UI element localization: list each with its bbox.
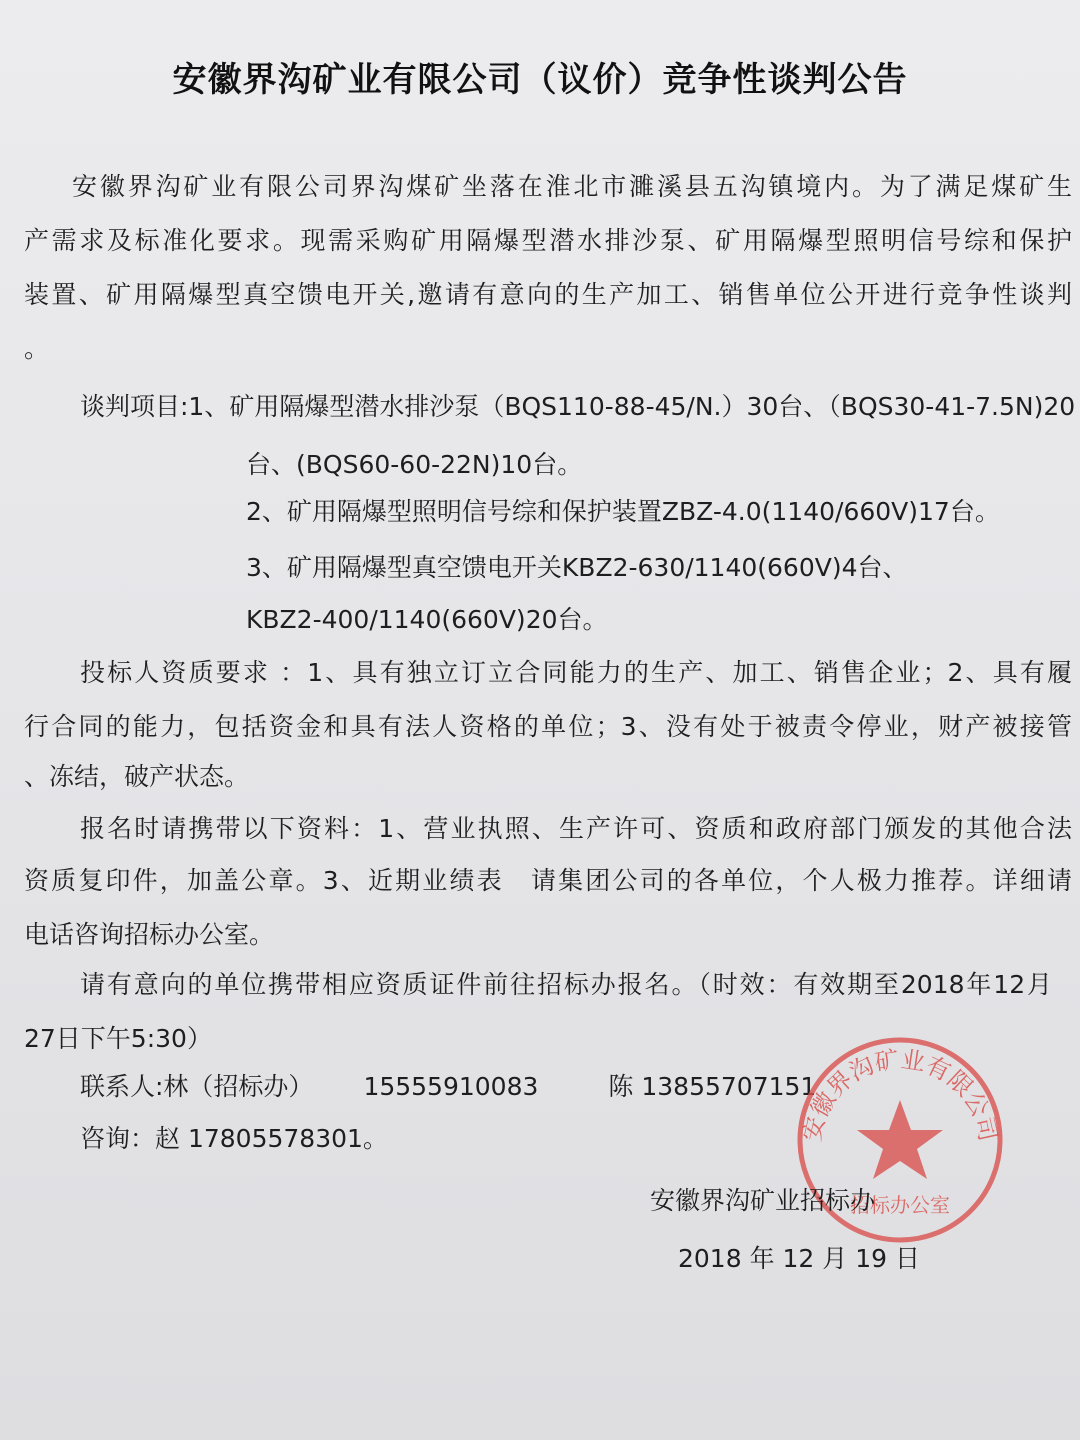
contact-name-2: 陈 (608, 1072, 634, 1101)
contact-phone-2: 13855707151 (641, 1072, 817, 1101)
qualification-line-1: 投标人资质要求 ：1、具有独立订立合同能力的生产、加工、销售企业；2、具有履 (80, 658, 1072, 687)
signature-org: 安徽界沟矿业招标办 (650, 1186, 876, 1215)
official-seal (790, 1030, 1010, 1250)
seal-text: 安徽界沟矿业有限公司 (797, 1045, 1003, 1144)
contact-phone-1: 15555910083 (363, 1072, 539, 1101)
document-title: 安徽界沟矿业有限公司（议价）竞争性谈判公告 (172, 60, 908, 100)
qualification-line-3: 、冻结，破产状态。 (24, 762, 250, 791)
items-line-1: 谈判项目:1、矿用隔爆型潜水排沙泵（BQS110-88-45/N.）30台、（BQS30-41-7.5N)20 (80, 392, 1076, 421)
items-line-3: 2、矿用隔爆型照明信号综和保护装置ZBZ-4.0(1140/660V)17台。 (246, 497, 1000, 526)
registration-line-2: 27日下午5:30） (24, 1024, 212, 1053)
registration-line-1: 请有意向的单位携带相应资质证件前往招标办报名。（时效：有效期至2018年12月 (80, 970, 1052, 999)
intro-line-1: 安徽界沟矿业有限公司界沟煤矿坐落在淮北市濉溪县五沟镇境内。为了满足煤矿生 (72, 172, 1072, 201)
intro-line-4: 。 (24, 334, 50, 363)
materials-line-3: 电话咨询招标办公室。 (24, 920, 275, 949)
signature-date: 2018 年 12 月 19 日 (678, 1244, 920, 1273)
consult-line: 咨询：赵 17805578301。 (80, 1124, 388, 1153)
items-line-5: KBZ2-400/1140(660V)20台。 (246, 605, 608, 634)
contact-row (80, 1072, 816, 1102)
seal-subtext: 招标办公室 (850, 1193, 950, 1217)
qualification-line-2: 行合同的能力，包括资金和具有法人资格的单位；3、没有处于被责令停业，财产被接管 (24, 712, 1072, 741)
items-line-2: 台、(BQS60-60-22N)10台。 (246, 450, 583, 479)
intro-line-3: 装置、矿用隔爆型真空馈电开关,邀请有意向的生产加工、销售单位公开进行竞争性谈判 (24, 280, 1072, 309)
materials-line-2: 资质复印件，加盖公章。3、近期业绩表 请集团公司的各单位，个人极力推荐。详细请 (24, 866, 1072, 895)
materials-line-1: 报名时请携带以下资料：1、营业执照、生产许可、资质和政府部门颁发的其他合法 (80, 814, 1072, 843)
intro-line-2: 产需求及标准化要求。现需采购矿用隔爆型潜水排沙泵、矿用隔爆型照明信号综和保护 (24, 226, 1072, 255)
items-line-4: 3、矿用隔爆型真空馈电开关KBZ2-630/1140(660V)4台、 (246, 553, 908, 582)
contact-label: 联系人:林（招标办） (80, 1072, 314, 1101)
